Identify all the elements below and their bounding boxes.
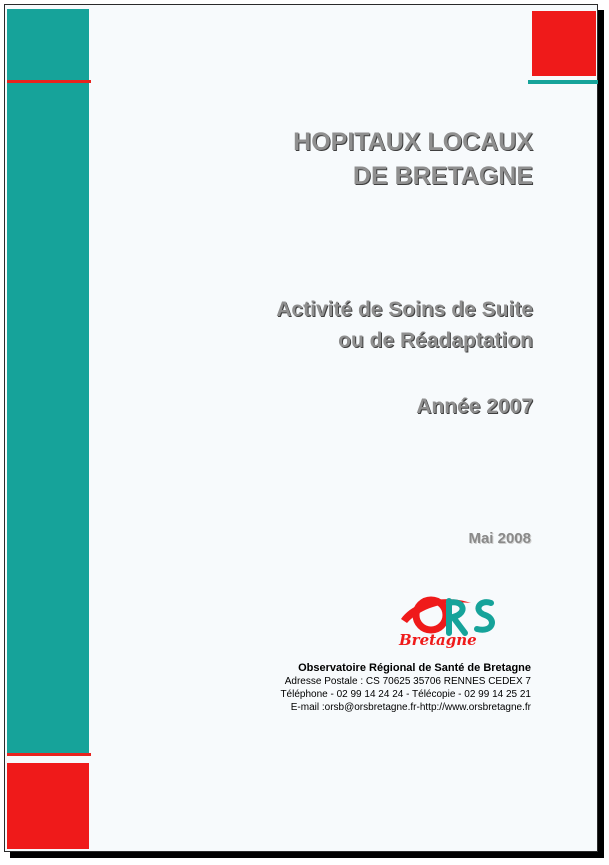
ors-bretagne-logo xyxy=(393,589,511,651)
logo-script-text: Bretagne xyxy=(399,631,477,649)
report-subtitle-line-2: ou de Réadaptation xyxy=(338,329,533,352)
report-subtitle-line-1: Activité de Soins de Suite xyxy=(276,298,533,321)
publisher-block xyxy=(280,661,531,714)
left-teal-band xyxy=(7,9,89,753)
report-title-line-1: HOPITAUX LOCAUX xyxy=(293,128,533,156)
left-top-red-rule xyxy=(7,80,91,83)
report-title-line-2: DE BRETAGNE xyxy=(352,162,533,190)
report-year: Année 2007 xyxy=(416,395,533,418)
top-right-teal-rule xyxy=(528,80,598,84)
report-cover-page xyxy=(4,4,598,852)
publication-date: Mai 2008 xyxy=(468,530,531,547)
publisher-name: Observatoire Régional de Santé de Bretagne xyxy=(298,662,531,674)
top-right-red-square xyxy=(532,11,596,76)
bottom-left-red-square xyxy=(7,763,89,849)
publisher-address: Adresse Postale : CS 70625 35706 RENNES CEDEX 7 xyxy=(284,676,531,687)
publisher-email: E-mail :orsb@orsbretagne.fr-http://www.orsbretagne.fr xyxy=(290,702,531,713)
left-bottom-red-rule xyxy=(7,753,91,756)
publisher-phone: Téléphone - 02 99 14 24 24 - Télécopie - 02 99 14 25 21 xyxy=(280,689,531,700)
